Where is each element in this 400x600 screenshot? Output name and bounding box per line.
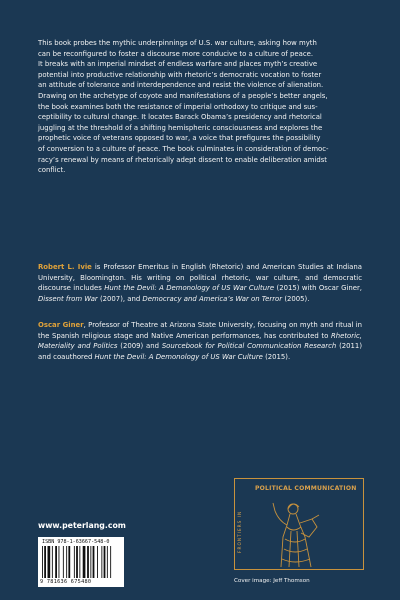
series-logo (234, 478, 364, 570)
barcode-bar (93, 546, 95, 578)
book-title: Dissent from War (38, 294, 98, 303)
blurb-line: can be reconfigured to foster a discourse more conducive to a culture of peace. (38, 49, 314, 58)
barcode-bars (42, 546, 120, 578)
barcode-bar (79, 546, 80, 578)
statue-illustration (257, 497, 343, 569)
blurb-line: conflict. (38, 166, 66, 175)
blurb-line: This book probes the mythic underpinnings of U.S. war culture, asking how myth (38, 39, 317, 47)
barcode-bar (74, 546, 75, 578)
blurb-line: an attitude of tolerance and interdependence and resist the violence of alienation. (38, 81, 324, 90)
bio-text: (2009) and (117, 342, 162, 351)
barcode-bar (110, 546, 111, 578)
barcode-bar (101, 546, 102, 578)
cover-credit: Cover image: Jeff Thomson (234, 578, 310, 584)
bio-text: (2007), and (97, 294, 143, 303)
barcode-bar (83, 546, 86, 578)
blurb-line: juggling at the threshold of a shifting hemispheric consciousness and explores the (38, 123, 323, 132)
barcode-bar (68, 546, 70, 578)
bio-text: (2011) and coauthored (38, 342, 363, 361)
barcode-bar (87, 546, 89, 578)
author-name: Robert L. Ivie (38, 263, 92, 271)
barcode-bar (76, 546, 78, 578)
book-title: Sourcebook for Political Communication Research (161, 342, 337, 351)
barcode-bar (107, 546, 108, 578)
barcode-digits: 9 781636 675480 (40, 579, 92, 585)
blurb-line: Drawing on the archetype of coyote and manifestations of a people’s better angels, (38, 91, 328, 100)
barcode-bar (59, 546, 60, 578)
publisher-website[interactable]: www.peterlang.com (38, 521, 126, 530)
barcode-bar (104, 546, 106, 578)
author-bio-ivie (38, 262, 362, 304)
book-title: Hunt the Devil: A Demonology of US War Culture (104, 284, 275, 293)
bio-text: (2005). (282, 294, 310, 303)
barcode-bar (42, 546, 43, 578)
book-title: Democracy and America’s War on Terror (142, 294, 283, 303)
bio-text: (2015). (262, 352, 291, 361)
author-bio-giner (38, 320, 362, 362)
barcode-bar (63, 546, 64, 578)
book-title: Hunt the Devil: A Demonology of US War Culture (94, 352, 263, 361)
barcode-bar (55, 546, 57, 578)
isbn-number: ISBN 978-1-63667-548-0 (42, 539, 110, 545)
blurb-line: of conversion to a culture of peace. The book culminates in consideration of democ- (38, 144, 329, 153)
barcode (38, 537, 124, 587)
author-name: Oscar Giner (38, 321, 84, 329)
blurb-line: It breaks with an imperial mindset of endless warfare and places myth’s creative (38, 60, 318, 69)
blurb-line: potential into productive relationship with rhetoric’s democratic vocation to foster (38, 70, 322, 79)
barcode-bar (66, 546, 67, 578)
blurb-line: ceptibility to cultural change. It locates Barack Obama’s presidency and rhetorical (38, 113, 322, 122)
blurb-line: racy’s renewal by means of rhetorically adept dissent to enable deliberation amidst (38, 155, 328, 164)
book-description (38, 38, 362, 176)
blurb-line: prophetic voice of veterans opposed to war, a voice that prefigures the possibility (38, 134, 321, 143)
book-title: Rhetoric, Materiality and Politics (38, 331, 362, 351)
barcode-bar (97, 546, 98, 578)
bio-text: is Professor Emeritus in English (Rhetoric) and American Studies at Indiana University, Bloomington. His writing on political rhetoric, war culture, and democratic discourse includes (38, 263, 362, 293)
barcode-bar (44, 546, 46, 578)
barcode-bar (52, 546, 53, 578)
bio-text: , Professor of Theatre at Arizona State University, focusing on myth and ritual in the Spanish religious stage and Native American performances, has contributed to (38, 321, 362, 340)
series-title: POLITICAL COMMUNICATION (255, 485, 357, 492)
bio-text: (2015) with Oscar Giner, (274, 284, 362, 293)
series-subtitle: FRONTIERS IN (238, 510, 243, 554)
barcode-bar (48, 546, 51, 578)
blurb-line: the book examines both the resistance of imperial orthodoxy to critique and sus- (38, 102, 318, 111)
barcode-bar (90, 546, 91, 578)
